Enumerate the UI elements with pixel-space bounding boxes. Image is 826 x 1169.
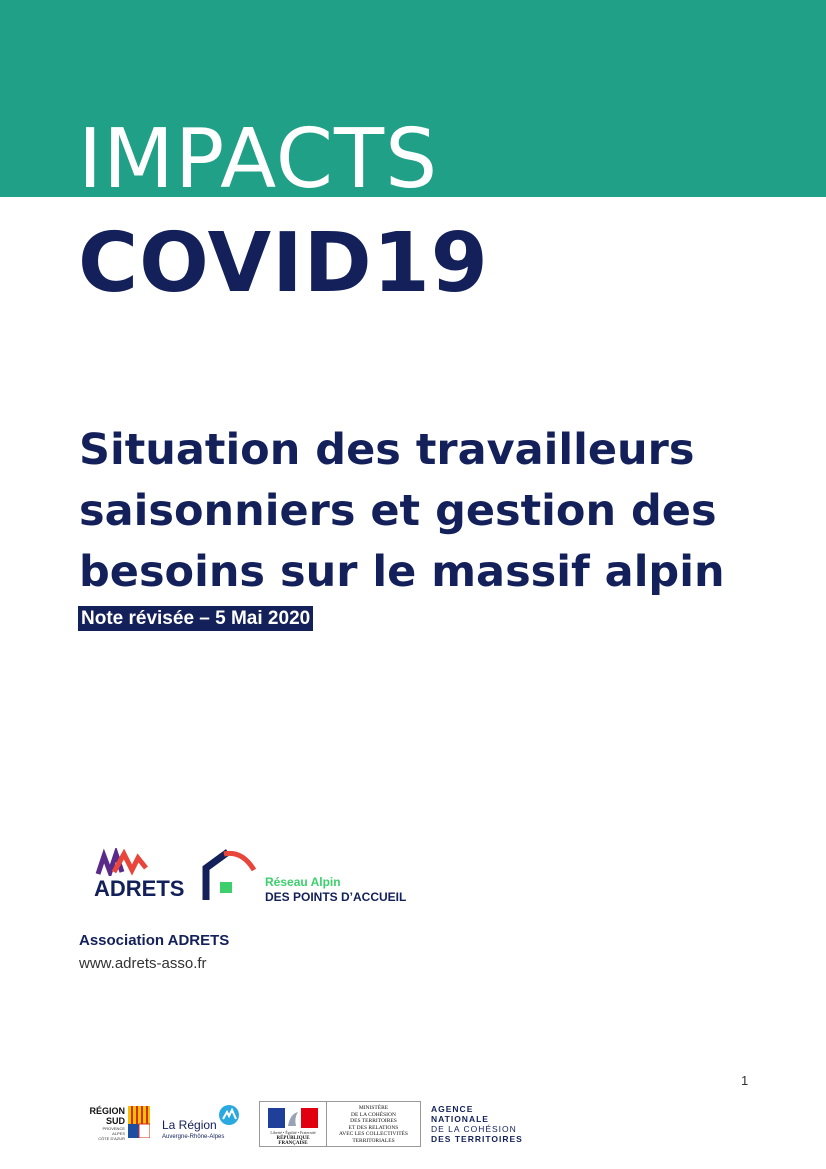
- region-sud-line1: RÉGION: [89, 1106, 125, 1116]
- adrets-logo: [80, 848, 185, 904]
- region-sud-sub: ALPES: [112, 1131, 125, 1136]
- la-region-name: La Région: [162, 1118, 217, 1132]
- region-sud-sub: PROVENCE: [102, 1126, 125, 1131]
- marianne-block: [260, 1102, 327, 1146]
- rf-motto: Liberté • Égalité • Fraternité: [270, 1130, 316, 1135]
- la-region-logo: [162, 1104, 242, 1144]
- ministere-line: DES TERRITOIRES: [350, 1118, 397, 1125]
- region-sud-line2: SUD: [105, 1116, 125, 1126]
- anct-line: DES TERRITOIRES: [431, 1134, 523, 1144]
- anct-line: DE LA COHÉSION: [431, 1124, 517, 1134]
- subtitle-line: Situation des travailleurs: [79, 425, 695, 475]
- ministere-line: MINISTÈRE: [358, 1105, 389, 1111]
- partner-logos: [80, 848, 440, 908]
- la-region-mark-icon: [218, 1104, 240, 1126]
- region-sud-logo: [80, 1106, 125, 1141]
- ministere-line: TERRITORIALES: [352, 1137, 395, 1144]
- association-name: Association ADRETS: [79, 932, 230, 949]
- rf-republique: RÉPUBLIQUE FRANÇAISE: [276, 1136, 310, 1146]
- anct-logo: [431, 1104, 541, 1144]
- title-covid19: COVID19: [78, 216, 489, 311]
- subtitle-line: saisonniers et gestion des: [79, 486, 717, 536]
- reseau-alpin-logo: [202, 848, 258, 904]
- region-sud-sub: CÔTE D'AZUR: [98, 1136, 125, 1141]
- ministere-line: ET DES RELATIONS: [348, 1124, 399, 1131]
- subtitle-line: besoins sur le massif alpin: [79, 547, 725, 597]
- reseau-line2: DES POINTS D’ACCUEIL: [265, 890, 407, 904]
- footer-logos: [80, 1100, 540, 1148]
- anct-line: NATIONALE: [431, 1114, 489, 1124]
- house-icon: [202, 848, 258, 904]
- title-impacts: IMPACTS: [78, 112, 439, 207]
- la-region-sub: Auvergne-Rhône-Alpes: [162, 1134, 225, 1140]
- ministere-line: AVEC LES COLLECTIVITÉS: [339, 1131, 408, 1138]
- region-sud-shield-icon: [128, 1106, 150, 1138]
- marianne-flag-icon: [268, 1108, 318, 1128]
- adrets-wordmark: ADRETS: [94, 876, 185, 901]
- document-subtitle: [79, 420, 799, 603]
- ministere-name: [327, 1105, 420, 1145]
- ministere-line: DE LA COHÉSION: [351, 1111, 396, 1118]
- revision-note: Note révisée – 5 Mai 2020: [78, 606, 313, 631]
- anct-line: AGENCE: [431, 1104, 474, 1114]
- reseau-line1: Réseau Alpin: [265, 875, 341, 889]
- page-number: 1: [741, 1073, 749, 1088]
- website-link[interactable]: www.adrets-asso.fr: [79, 955, 207, 972]
- ministere-logo: [259, 1101, 421, 1147]
- adrets-mountain-icon: [80, 848, 150, 876]
